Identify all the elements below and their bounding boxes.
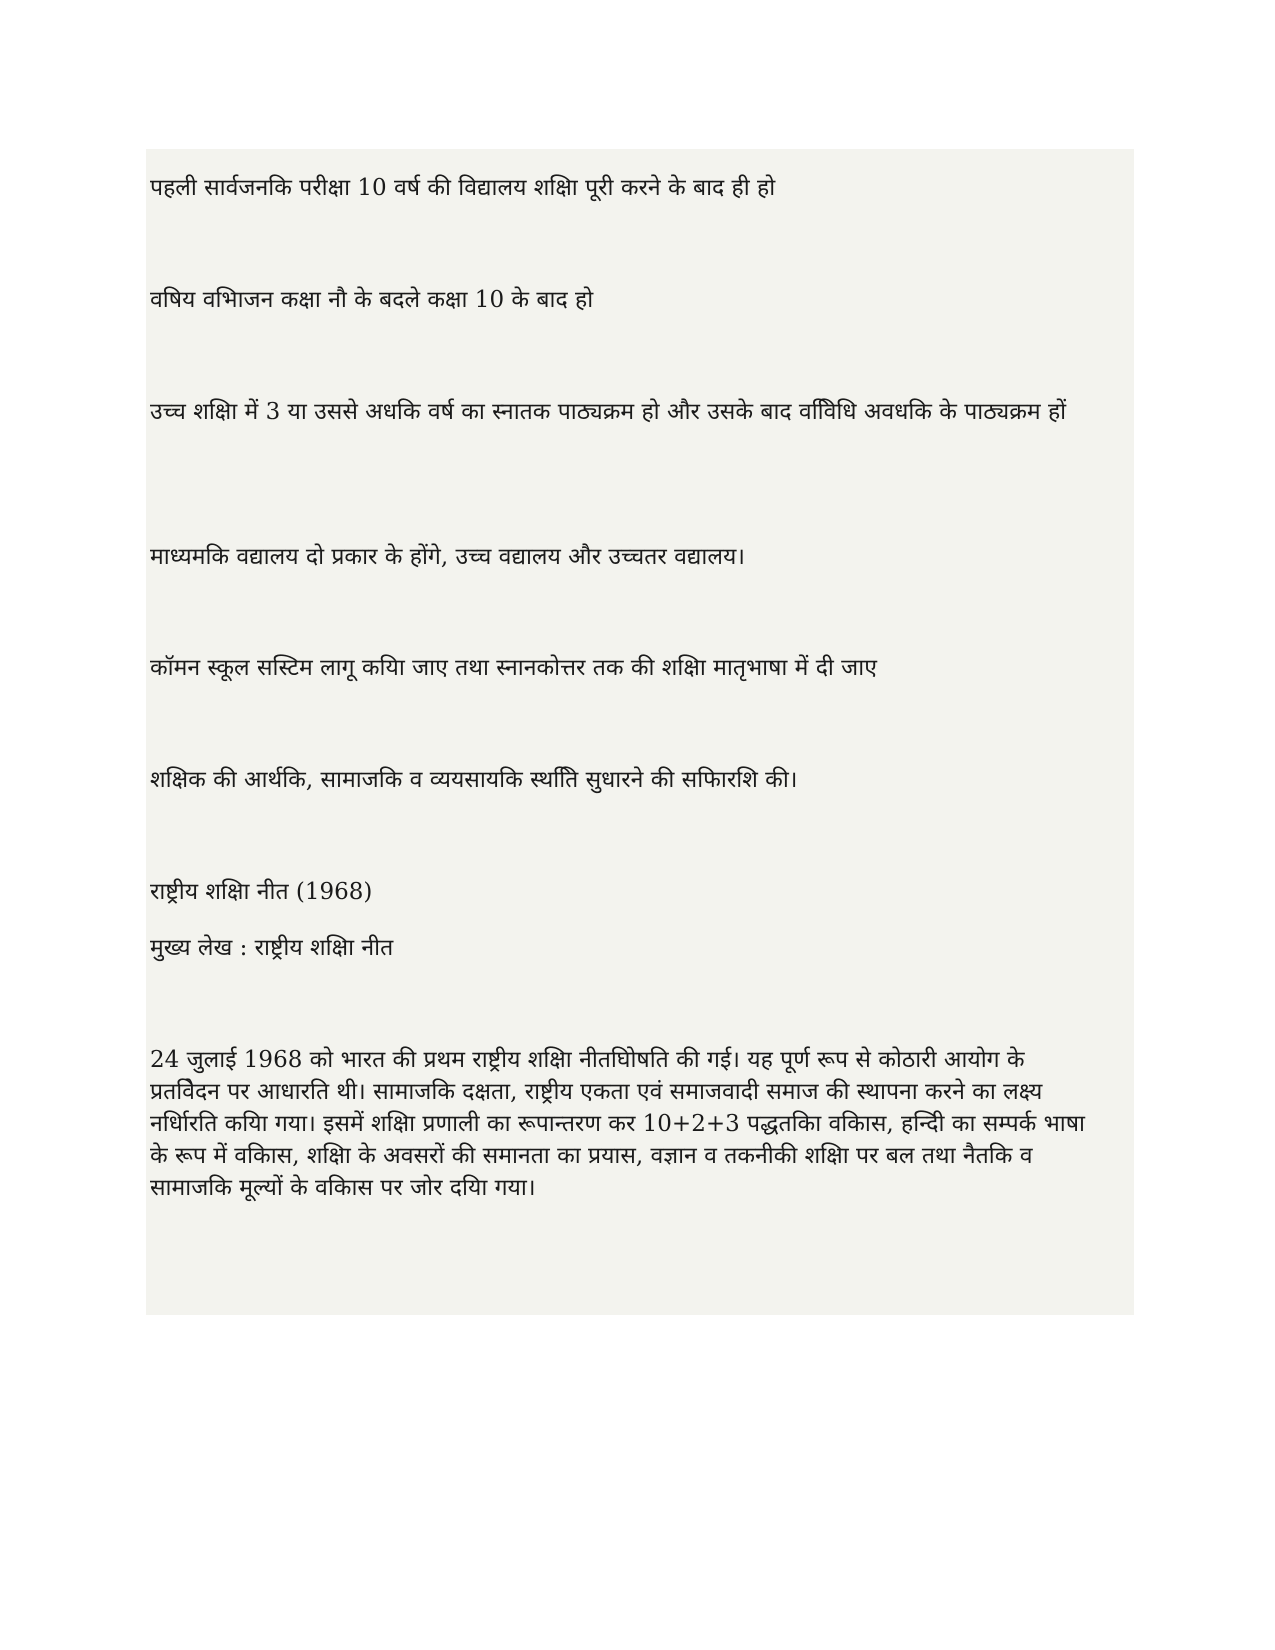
paragraph-common-school: कॉमन स्कूल सस्टिम लागू कयिा जाए तथा स्नानकोत्तर तक की शक्षिा मातृभाषा में दी जाए (150, 655, 877, 681)
paragraph-secondary-schools: माध्यमकि वद्यालय दो प्रकार के होंगे, उच्च वद्यालय और उच्चतर वद्यालय। (150, 544, 746, 570)
paragraph-higher-education: उच्च शक्षिा में 3 या उससे अधकि वर्ष का स्नातक पाठ्यक्रम हो और उसके बाद ववििधि अवधकि के पाठ्यक्रम हों (150, 399, 1067, 425)
paragraph-public-exam: पहली सार्वजनकि परीक्षा 10 वर्ष की विद्यालय शक्षिा पूरी करने के बाद ही हो (150, 175, 776, 201)
main-article-link: मुख्य लेख : राष्ट्रीय शक्षिा नीत (150, 935, 394, 961)
paragraph-policy-details: 24 जुलाई 1968 को भारत की प्रथम राष्ट्रीय शक्षिा नीतघिोषति की गई। यह पूर्ण रूप से कोठारी आयोग के प्रतविेदन पर आधारति थी। सामाजकि दक्षता, राष्ट्रीय एकता एवं समाजवादी समाज की स्थापना करने का लक्ष्य नर्धिारति कयिा गया। इसमें शक्षिा प्रणाली का रूपान्तरण कर 10+2+3 पद्धतकिा वकिास, हन्दिी का सम्पर्क भाषा के रूप में वकिास, शक्षिा के अवसरों की समानता का प्रयास, वज्ञान व तकनीकी शक्षिा पर बल तथा नैतकि व सामाजकि मूल्यों के वकिास पर जोर दयिा गया। (150, 1047, 1086, 1201)
section-heading-policy-1968: राष्ट्रीय शक्षिा नीत (1968) (150, 879, 373, 905)
paragraph-teacher-status: शक्षिक की आर्थकि, सामाजकि व व्ययसायकि स्थतिि सुधारने की सफिारशि की। (150, 767, 798, 793)
paragraph-subject-division: वषिय वभिाजन कक्षा नौ के बदले कक्षा 10 के बाद हो (150, 287, 594, 313)
